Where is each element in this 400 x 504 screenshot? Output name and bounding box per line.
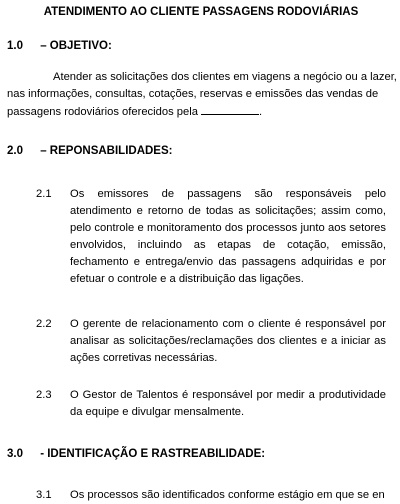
objetivo-line-3-end: . [259,106,263,118]
section-number: 3.0 [7,448,23,460]
item-text-3-1: Os processos são identificados conforme estágio em que se en [70,489,385,501]
blank-line [201,103,259,115]
item-number: 3.1 [36,489,52,501]
section-number: 1.0 [7,40,23,52]
objetivo-line-2: nas informações, consultas, cotações, reservas e emissões das vendas de [7,88,379,100]
item-number: 2.3 [36,389,52,401]
objetivo-line-3 [7,103,393,121]
section-number: 2.0 [7,145,23,157]
section-title: - IDENTIFICAÇÃO E RASTREABILIDADE: [40,448,266,460]
section-title: – REPONSABILIDADES: [40,145,173,157]
section-heading-objetivo [7,40,112,52]
item-text-2-1: Os emissores de passagens são responsáveis pelo atendimento e retorno de todas as solicitações; assim como, pelo controle e monitoramento dos processos junto aos setores envolvidos, incluindo as etapas de cotação, emissão, fechamento e entrega/envio das passagens adquiridas e por efetuar o controle e a distribuição das ligações. [70,188,386,285]
section-heading-responsabilidades [7,145,172,157]
document-title: ATENDIMENTO AO CLIENTE PASSAGENS RODOVIÁRIAS [43,6,359,18]
item-text-2-3: O Gestor de Talentos é responsável por medir a produtividade da equipe e divulgar mensalmente. [70,389,386,418]
objetivo-line-1: Atender as solicitações dos clientes em viagens a negócio ou a lazer, [53,71,397,83]
objetivo-line-3-text: passagens rodoviários oferecidos pela [7,106,198,118]
item-text-2-2: O gerente de relacionamento com o cliente é responsável por analisar as solicitações/reclamações dos clientes e a iniciar as ações corretivas necessárias. [70,318,386,364]
item-number: 2.2 [36,318,52,330]
item-number: 2.1 [36,188,52,200]
section-title: – OBJETIVO: [40,40,112,52]
section-heading-identificacao [7,448,265,460]
